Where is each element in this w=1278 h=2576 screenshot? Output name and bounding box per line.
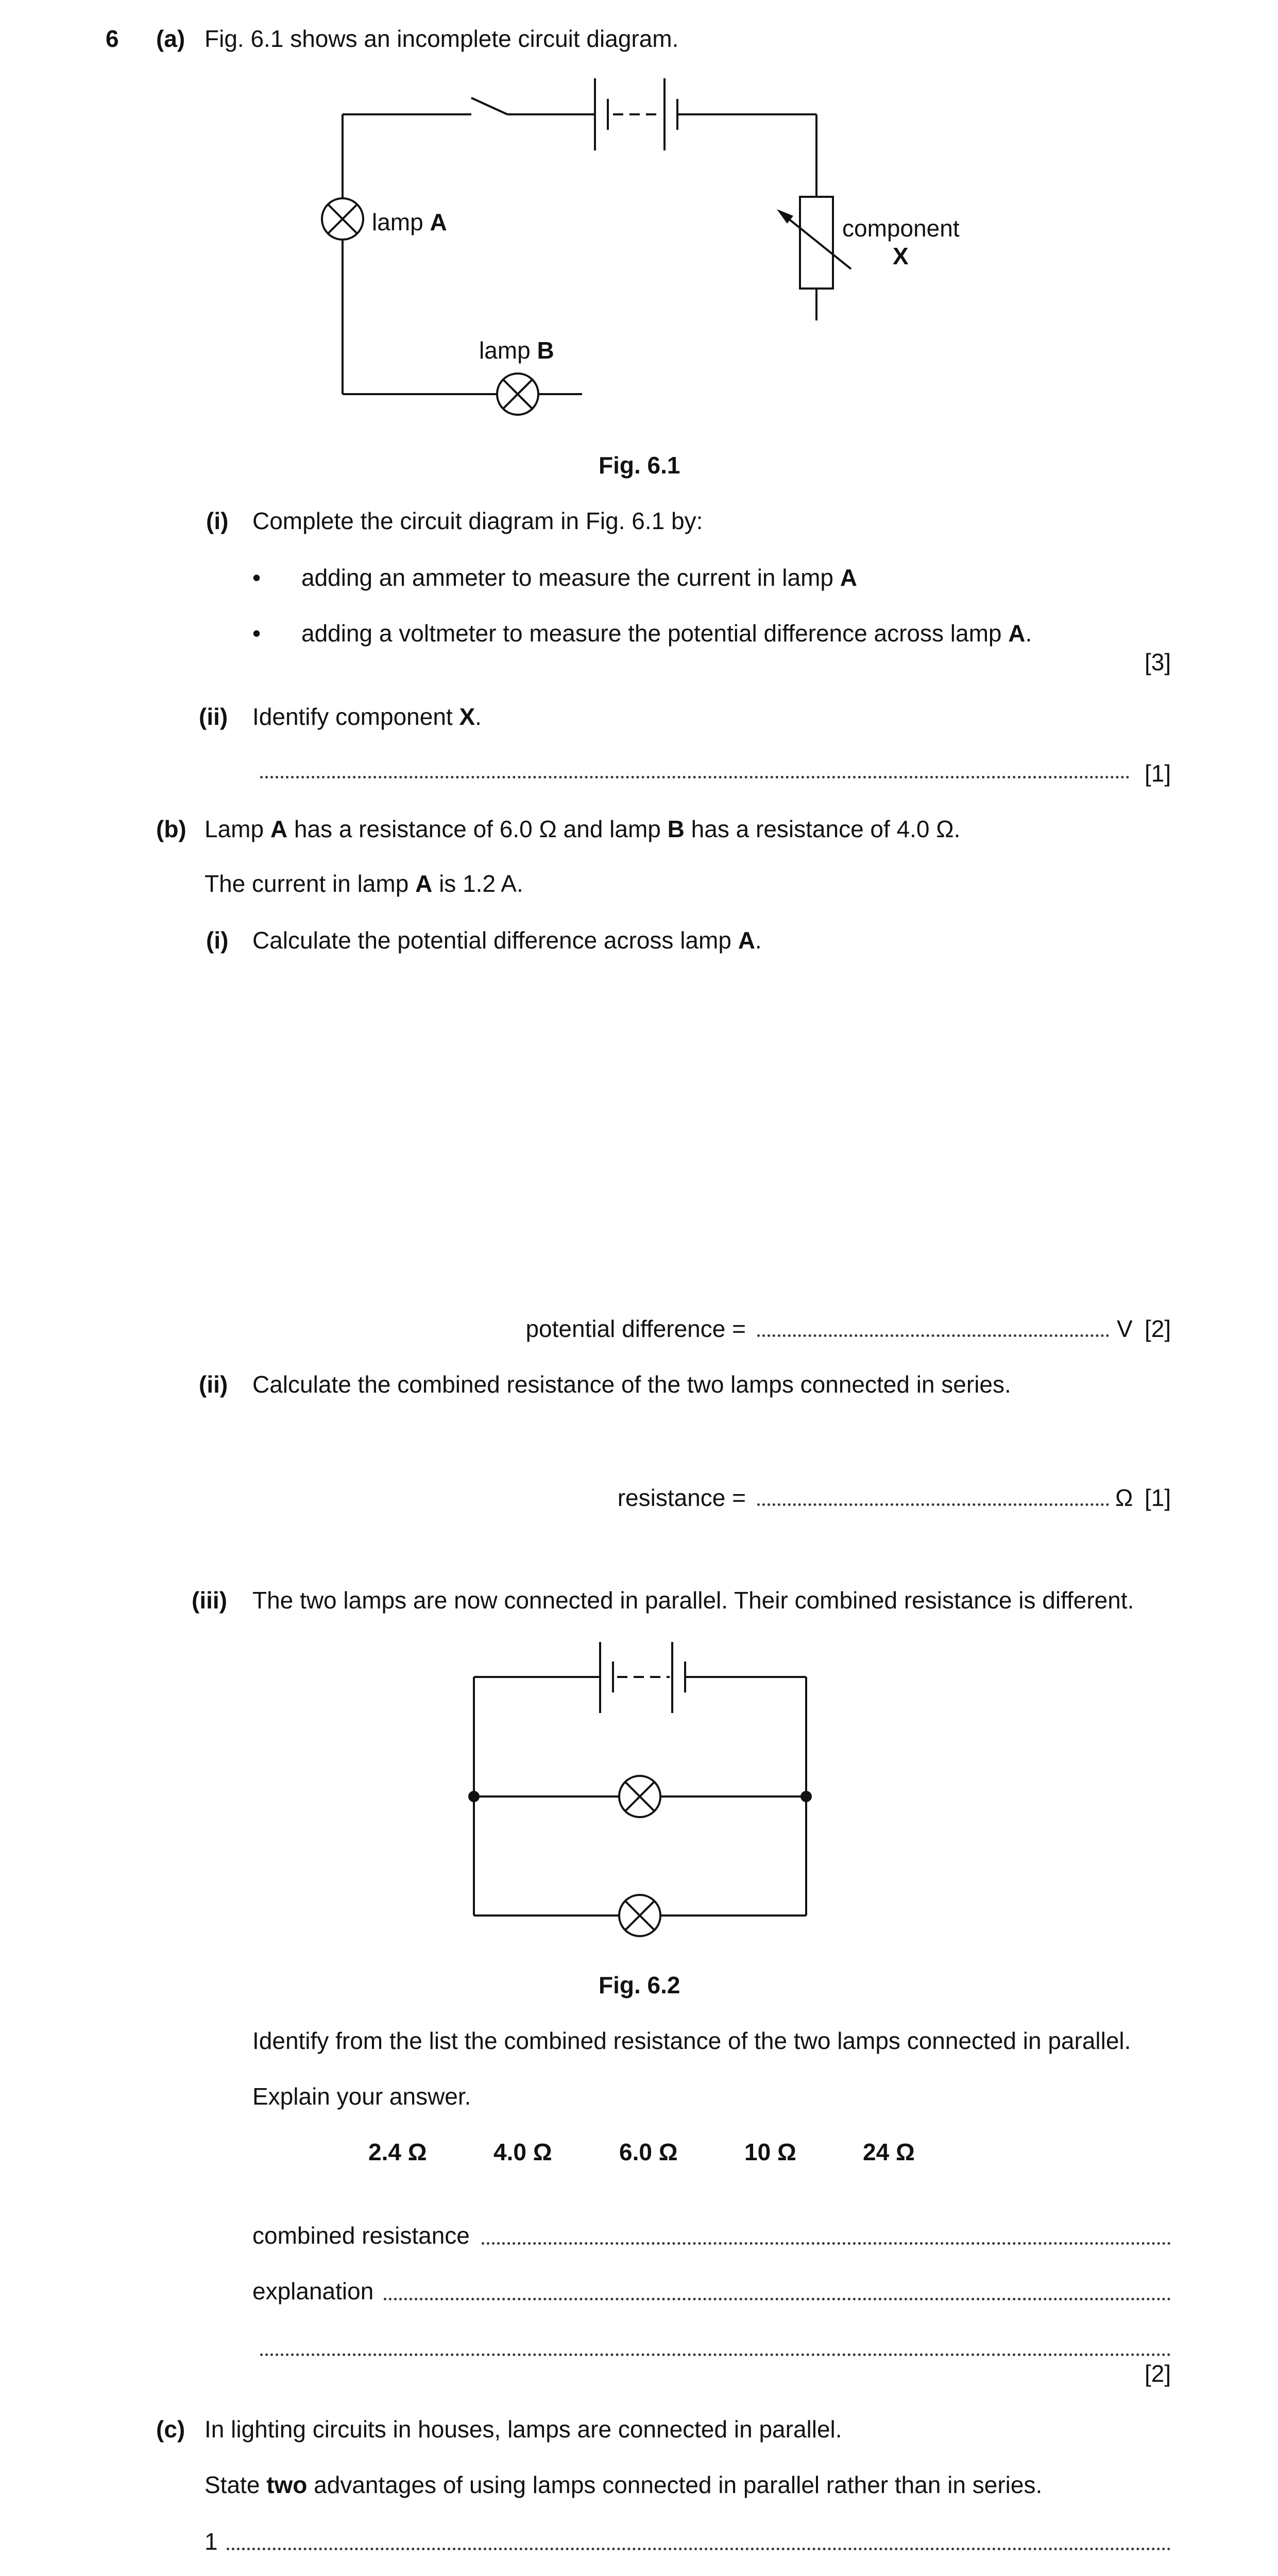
part-b-line2: The current in lamp A is 1.2 A. — [205, 870, 523, 897]
explanation-line-1[interactable] — [384, 2298, 1171, 2300]
part-b-iii-label: (iii) — [192, 1587, 227, 1614]
part-a-ii-label: (ii) — [199, 703, 228, 730]
answer-number-1: 1 — [205, 2528, 218, 2555]
part-b-label: (b) — [156, 816, 186, 842]
bullet-2: • — [252, 620, 261, 647]
component-label: component — [842, 215, 960, 242]
part-b-i-label: (i) — [206, 927, 229, 954]
option-2-4: 2.4 Ω — [368, 2139, 427, 2165]
part-a-label: (a) — [156, 25, 185, 52]
marks-b-i: [2] — [1145, 1315, 1171, 1342]
pd-answer-label: potential difference = — [525, 1315, 746, 1342]
part-a-i-label: (i) — [206, 507, 229, 534]
component-x-label: X — [893, 243, 909, 269]
option-10: 10 Ω — [744, 2139, 796, 2165]
figure-6-2-circuit — [468, 1642, 812, 1936]
answer-1-line-1[interactable] — [227, 2548, 1171, 2550]
explanation-line-2[interactable] — [260, 2353, 1171, 2356]
pd-answer-line[interactable] — [757, 1334, 1109, 1337]
fig-6-2-caption: Fig. 6.2 — [599, 1972, 680, 1998]
part-b-line1: Lamp A has a resistance of 6.0 Ω and lamp B has a resistance of 4.0 Ω. — [205, 816, 961, 842]
lamp-b-label: lamp B — [479, 337, 554, 364]
bullet-1: • — [252, 564, 261, 591]
combined-resistance-label: combined resistance — [252, 2222, 470, 2249]
part-c-text: In lighting circuits in houses, lamps are connected in parallel. — [205, 2416, 842, 2443]
part-a-ii-text: Identify component X. — [252, 703, 482, 730]
bullet-2-text: adding a voltmeter to measure the potential difference across lamp A. — [301, 620, 1032, 647]
option-24: 24 Ω — [863, 2139, 915, 2165]
marks-a-i: [3] — [1145, 649, 1171, 675]
part-c-state: State two advantages of using lamps connected in parallel rather than in series. — [205, 2471, 1043, 2498]
question-number: 6 — [106, 25, 119, 52]
bullet-1-text: adding an ammeter to measure the current in lamp A — [301, 564, 857, 591]
part-b-i-text: Calculate the potential difference across lamp A. — [252, 927, 762, 954]
resistance-unit: Ω — [1115, 1484, 1133, 1511]
marks-b-iii: [2] — [1145, 2360, 1171, 2387]
marks-b-ii: [1] — [1145, 1484, 1171, 1511]
pd-unit: V — [1117, 1315, 1133, 1342]
explain-text: Explain your answer. — [252, 2083, 471, 2110]
option-6-0: 6.0 Ω — [619, 2139, 678, 2165]
combined-resistance-line[interactable] — [482, 2242, 1171, 2245]
lamp-a-label: lamp A — [372, 209, 447, 235]
fig-6-1-caption: Fig. 6.1 — [599, 452, 680, 479]
marks-a-ii: [1] — [1145, 760, 1171, 787]
part-b-iii-text: The two lamps are now connected in parallel. Their combined resistance is different. — [252, 1587, 1134, 1614]
identify-text: Identify from the list the combined resistance of the two lamps connected in parallel. — [252, 2027, 1131, 2054]
part-a-intro: Fig. 6.1 shows an incomplete circuit diagram. — [205, 25, 679, 52]
part-a-i-text: Complete the circuit diagram in Fig. 6.1 by: — [252, 507, 703, 534]
resistance-answer-line[interactable] — [757, 1503, 1109, 1506]
resistance-answer-label: resistance = — [617, 1484, 746, 1511]
part-c-label: (c) — [156, 2416, 185, 2443]
explanation-label: explanation — [252, 2278, 374, 2304]
part-b-ii-label: (ii) — [199, 1371, 228, 1398]
option-4-0: 4.0 Ω — [493, 2139, 552, 2165]
part-b-ii-text: Calculate the combined resistance of the two lamps connected in series. — [252, 1371, 1011, 1398]
answer-line-a-ii[interactable] — [260, 776, 1130, 778]
